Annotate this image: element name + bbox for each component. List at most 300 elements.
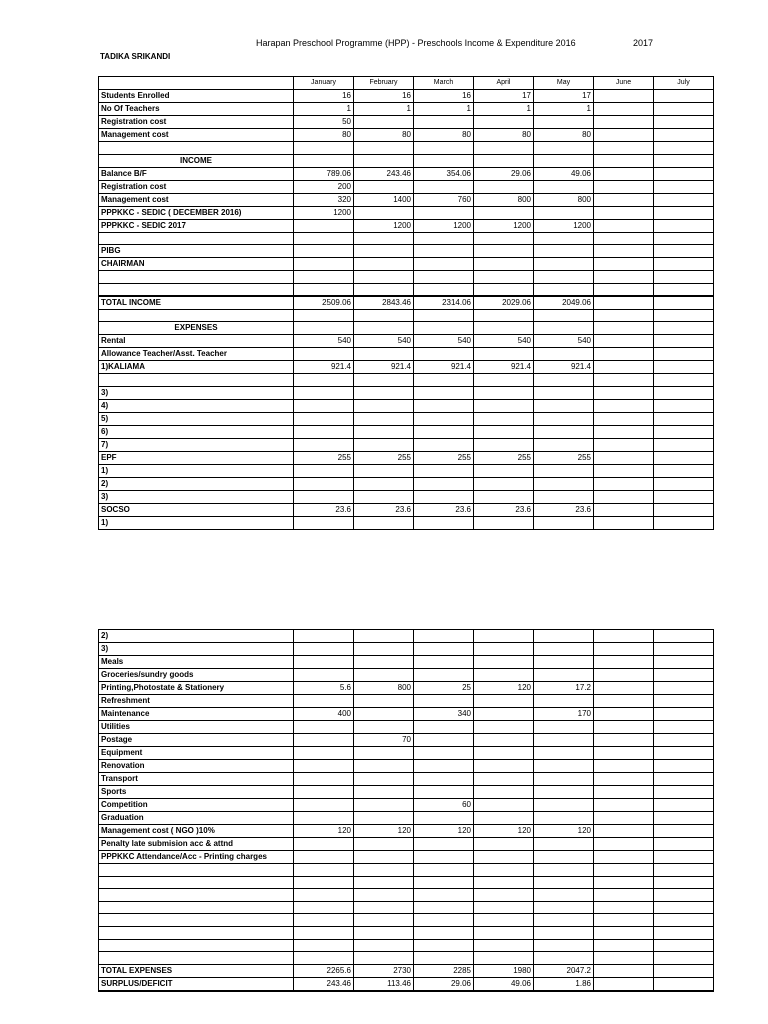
value-cell — [354, 656, 414, 669]
value-cell: 2265.6 — [294, 964, 354, 977]
row-label: Management cost — [99, 129, 294, 142]
value-cell — [534, 876, 594, 889]
value-cell — [594, 232, 654, 245]
table-row — [99, 901, 714, 914]
table-row — [99, 760, 714, 773]
value-cell — [294, 630, 354, 643]
value-cell — [414, 864, 474, 877]
value-cell — [414, 889, 474, 902]
table-row — [99, 439, 714, 452]
row-label — [99, 952, 294, 965]
value-cell — [354, 630, 414, 643]
row-label: TOTAL EXPENSES — [99, 964, 294, 977]
value-cell — [654, 478, 714, 491]
value-cell — [294, 413, 354, 426]
value-cell — [594, 116, 654, 129]
value-cell: 1 — [534, 103, 594, 116]
value-cell — [354, 901, 414, 914]
value-cell — [534, 258, 594, 271]
value-cell — [294, 232, 354, 245]
value-cell: 200 — [294, 180, 354, 193]
table-row — [99, 361, 714, 374]
value-cell — [354, 400, 414, 413]
table-row — [99, 747, 714, 760]
row-label: 3) — [99, 491, 294, 504]
value-cell: 29.06 — [414, 977, 474, 991]
value-cell — [414, 206, 474, 219]
value-cell — [594, 901, 654, 914]
value-cell — [654, 361, 714, 374]
row-label — [99, 876, 294, 889]
table-row — [99, 154, 714, 167]
value-cell — [354, 426, 414, 439]
value-cell: 2843.46 — [354, 296, 414, 310]
value-cell: 60 — [414, 799, 474, 812]
row-label: TOTAL INCOME — [99, 296, 294, 310]
value-cell: 2047.2 — [534, 964, 594, 977]
value-cell — [654, 734, 714, 747]
value-cell: 25 — [414, 682, 474, 695]
value-cell: 243.46 — [354, 167, 414, 180]
value-cell — [474, 669, 534, 682]
value-cell — [414, 926, 474, 939]
value-cell — [354, 708, 414, 721]
value-cell — [654, 721, 714, 734]
value-cell — [474, 760, 534, 773]
value-cell — [534, 271, 594, 284]
value-cell: 1200 — [474, 219, 534, 232]
table-row — [99, 296, 714, 310]
income-expense-table-part2 — [98, 629, 714, 992]
table-row — [99, 219, 714, 232]
value-cell — [474, 258, 534, 271]
value-cell — [294, 517, 354, 530]
value-cell — [474, 773, 534, 786]
value-cell — [474, 322, 534, 335]
row-label: 2) — [99, 478, 294, 491]
row-label: Refreshment — [99, 695, 294, 708]
value-cell: 800 — [474, 193, 534, 206]
value-cell — [474, 926, 534, 939]
value-cell — [594, 851, 654, 864]
value-cell — [474, 708, 534, 721]
value-cell — [354, 154, 414, 167]
row-label: 5) — [99, 413, 294, 426]
value-cell — [594, 180, 654, 193]
value-cell: 120 — [414, 825, 474, 838]
table-row — [99, 889, 714, 902]
table-row — [99, 734, 714, 747]
value-cell — [354, 387, 414, 400]
value-cell — [534, 116, 594, 129]
value-cell — [594, 426, 654, 439]
row-label — [99, 889, 294, 902]
value-cell — [354, 864, 414, 877]
value-cell: 50 — [294, 116, 354, 129]
value-cell — [474, 413, 534, 426]
value-cell: 16 — [414, 90, 474, 103]
table-row — [99, 695, 714, 708]
value-cell — [654, 296, 714, 310]
value-cell: 800 — [534, 193, 594, 206]
row-label: 7) — [99, 439, 294, 452]
value-cell: 921.4 — [534, 361, 594, 374]
value-cell: 1 — [354, 103, 414, 116]
value-cell — [594, 721, 654, 734]
row-label: PPPKKC - SEDIC ( DECEMBER 2016) — [99, 206, 294, 219]
value-cell — [654, 964, 714, 977]
value-cell — [414, 491, 474, 504]
table-row — [99, 643, 714, 656]
value-cell — [474, 952, 534, 965]
value-cell — [414, 901, 474, 914]
value-cell — [474, 309, 534, 322]
value-cell — [414, 232, 474, 245]
value-cell — [594, 708, 654, 721]
table-row — [99, 812, 714, 825]
value-cell — [294, 271, 354, 284]
value-cell — [294, 760, 354, 773]
value-cell: 2029.06 — [474, 296, 534, 310]
row-label: Meals — [99, 656, 294, 669]
value-cell — [654, 977, 714, 991]
row-label — [99, 142, 294, 155]
value-cell — [654, 426, 714, 439]
row-label: Rental — [99, 335, 294, 348]
value-cell — [474, 838, 534, 851]
value-cell — [294, 465, 354, 478]
value-cell: 120 — [474, 825, 534, 838]
value-cell — [414, 322, 474, 335]
value-cell — [594, 387, 654, 400]
value-cell — [414, 348, 474, 361]
value-cell — [594, 876, 654, 889]
value-cell — [534, 939, 594, 952]
row-label: No Of Teachers — [99, 103, 294, 116]
table-row — [99, 142, 714, 155]
value-cell — [414, 773, 474, 786]
row-label: Groceries/sundry goods — [99, 669, 294, 682]
value-cell — [534, 926, 594, 939]
value-cell: 255 — [474, 452, 534, 465]
value-cell — [414, 142, 474, 155]
value-cell — [654, 864, 714, 877]
row-label — [99, 283, 294, 296]
value-cell — [474, 864, 534, 877]
value-cell — [414, 374, 474, 387]
value-cell: 17 — [474, 90, 534, 103]
table-row — [99, 851, 714, 864]
value-cell — [294, 656, 354, 669]
value-cell — [654, 465, 714, 478]
row-label: Graduation — [99, 812, 294, 825]
value-cell — [414, 914, 474, 927]
value-cell — [414, 939, 474, 952]
value-cell — [414, 116, 474, 129]
table-row — [99, 283, 714, 296]
table-row — [99, 977, 714, 991]
value-cell — [294, 154, 354, 167]
value-cell — [354, 926, 414, 939]
value-cell — [474, 465, 534, 478]
value-cell — [594, 465, 654, 478]
value-cell — [474, 747, 534, 760]
value-cell — [474, 271, 534, 284]
table-row — [99, 964, 714, 977]
value-cell — [414, 695, 474, 708]
value-cell — [534, 747, 594, 760]
value-cell: 80 — [354, 129, 414, 142]
table-row — [99, 452, 714, 465]
value-cell — [354, 721, 414, 734]
value-cell — [294, 643, 354, 656]
value-cell — [414, 812, 474, 825]
value-cell — [654, 952, 714, 965]
value-cell — [654, 517, 714, 530]
value-cell — [594, 630, 654, 643]
value-cell — [354, 838, 414, 851]
value-cell — [654, 682, 714, 695]
table-row — [99, 838, 714, 851]
value-cell — [474, 939, 534, 952]
value-cell — [654, 491, 714, 504]
month-header: April — [474, 77, 534, 90]
value-cell: 255 — [534, 452, 594, 465]
value-cell — [474, 232, 534, 245]
value-cell — [534, 799, 594, 812]
row-label: Printing,Photostate & Stationery — [99, 682, 294, 695]
value-cell — [414, 656, 474, 669]
value-cell — [414, 838, 474, 851]
value-cell — [414, 258, 474, 271]
value-cell — [294, 219, 354, 232]
table-row — [99, 708, 714, 721]
row-label: Registration cost — [99, 180, 294, 193]
value-cell — [354, 760, 414, 773]
value-cell — [594, 682, 654, 695]
value-cell — [294, 889, 354, 902]
value-cell — [654, 258, 714, 271]
value-cell: 80 — [534, 129, 594, 142]
school-name: TADIKA SRIKANDI — [100, 52, 171, 61]
table-row — [99, 206, 714, 219]
value-cell — [654, 374, 714, 387]
value-cell — [414, 283, 474, 296]
value-cell: 540 — [534, 335, 594, 348]
value-cell — [654, 413, 714, 426]
value-cell — [654, 812, 714, 825]
value-cell: 320 — [294, 193, 354, 206]
value-cell — [354, 695, 414, 708]
value-cell — [414, 760, 474, 773]
value-cell — [474, 478, 534, 491]
value-cell — [534, 465, 594, 478]
value-cell: 760 — [414, 193, 474, 206]
value-cell: 120 — [534, 825, 594, 838]
value-cell — [474, 400, 534, 413]
value-cell — [354, 747, 414, 760]
value-cell — [534, 283, 594, 296]
value-cell — [294, 283, 354, 296]
value-cell — [654, 219, 714, 232]
table-row — [99, 465, 714, 478]
row-label: Balance B/F — [99, 167, 294, 180]
value-cell: 540 — [294, 335, 354, 348]
value-cell — [594, 348, 654, 361]
value-cell — [294, 901, 354, 914]
value-cell: 80 — [414, 129, 474, 142]
value-cell — [534, 322, 594, 335]
value-cell — [534, 245, 594, 258]
value-cell — [354, 851, 414, 864]
value-cell — [294, 374, 354, 387]
value-cell — [354, 786, 414, 799]
value-cell — [534, 142, 594, 155]
value-cell: 540 — [354, 335, 414, 348]
table-row — [99, 335, 714, 348]
value-cell — [354, 245, 414, 258]
value-cell — [654, 193, 714, 206]
value-cell — [654, 838, 714, 851]
value-cell: 1.86 — [534, 977, 594, 991]
row-label: 3) — [99, 643, 294, 656]
table-row — [99, 721, 714, 734]
value-cell — [654, 939, 714, 952]
value-cell — [594, 219, 654, 232]
value-cell — [594, 154, 654, 167]
value-cell: 23.6 — [294, 504, 354, 517]
value-cell — [534, 721, 594, 734]
value-cell — [294, 799, 354, 812]
value-cell — [534, 773, 594, 786]
value-cell — [474, 517, 534, 530]
row-label: Postage — [99, 734, 294, 747]
table-row — [99, 786, 714, 799]
value-cell: 1980 — [474, 964, 534, 977]
value-cell — [474, 914, 534, 927]
value-cell — [354, 669, 414, 682]
value-cell — [654, 142, 714, 155]
value-cell — [594, 669, 654, 682]
header-blank-cell — [99, 77, 294, 90]
value-cell — [414, 786, 474, 799]
value-cell — [594, 734, 654, 747]
row-label: Penalty late submision acc & attnd — [99, 838, 294, 851]
value-cell — [534, 734, 594, 747]
value-cell — [654, 245, 714, 258]
value-cell — [534, 812, 594, 825]
value-cell — [354, 180, 414, 193]
value-cell: 23.6 — [414, 504, 474, 517]
value-cell — [474, 142, 534, 155]
table-row — [99, 682, 714, 695]
value-cell — [414, 630, 474, 643]
value-cell — [654, 851, 714, 864]
value-cell — [654, 889, 714, 902]
value-cell — [594, 309, 654, 322]
value-cell — [654, 630, 714, 643]
value-cell — [474, 283, 534, 296]
value-cell — [594, 491, 654, 504]
value-cell: 170 — [534, 708, 594, 721]
value-cell — [654, 656, 714, 669]
value-cell: 120 — [354, 825, 414, 838]
value-cell — [654, 309, 714, 322]
value-cell: 49.06 — [474, 977, 534, 991]
row-label: Equipment — [99, 747, 294, 760]
value-cell — [594, 939, 654, 952]
value-cell — [534, 669, 594, 682]
value-cell — [594, 695, 654, 708]
value-cell — [594, 322, 654, 335]
value-cell: 1200 — [294, 206, 354, 219]
value-cell — [534, 952, 594, 965]
value-cell — [474, 812, 534, 825]
value-cell — [294, 914, 354, 927]
table-row — [99, 322, 714, 335]
document-year: 2017 — [633, 38, 654, 48]
table-row — [99, 387, 714, 400]
value-cell: 17.2 — [534, 682, 594, 695]
table-row — [99, 167, 714, 180]
row-label: SOCSO — [99, 504, 294, 517]
value-cell — [294, 721, 354, 734]
month-header: July — [654, 77, 714, 90]
value-cell — [534, 374, 594, 387]
value-cell — [414, 413, 474, 426]
month-header: May — [534, 77, 594, 90]
value-cell — [414, 876, 474, 889]
value-cell — [474, 426, 534, 439]
row-label: SURPLUS/DEFICIT — [99, 977, 294, 991]
value-cell — [594, 361, 654, 374]
value-cell — [594, 952, 654, 965]
table-row — [99, 271, 714, 284]
value-cell — [414, 465, 474, 478]
value-cell — [414, 180, 474, 193]
value-cell — [474, 643, 534, 656]
value-cell — [354, 116, 414, 129]
table-row — [99, 180, 714, 193]
value-cell: 243.46 — [294, 977, 354, 991]
value-cell — [594, 129, 654, 142]
value-cell — [354, 309, 414, 322]
value-cell: 80 — [294, 129, 354, 142]
value-cell — [534, 643, 594, 656]
row-label: Utilities — [99, 721, 294, 734]
value-cell: 354.06 — [414, 167, 474, 180]
value-cell — [594, 413, 654, 426]
value-cell — [414, 747, 474, 760]
table-row — [99, 825, 714, 838]
table-row — [99, 799, 714, 812]
value-cell — [354, 283, 414, 296]
value-cell: 1 — [474, 103, 534, 116]
value-cell — [654, 876, 714, 889]
table-row — [99, 491, 714, 504]
value-cell — [654, 322, 714, 335]
value-cell: 17 — [534, 90, 594, 103]
table-row — [99, 245, 714, 258]
row-label — [99, 271, 294, 284]
table-row — [99, 232, 714, 245]
row-label: Renovation — [99, 760, 294, 773]
value-cell — [654, 283, 714, 296]
value-cell — [294, 426, 354, 439]
value-cell — [654, 825, 714, 838]
value-cell: 49.06 — [534, 167, 594, 180]
row-label: 1) — [99, 465, 294, 478]
